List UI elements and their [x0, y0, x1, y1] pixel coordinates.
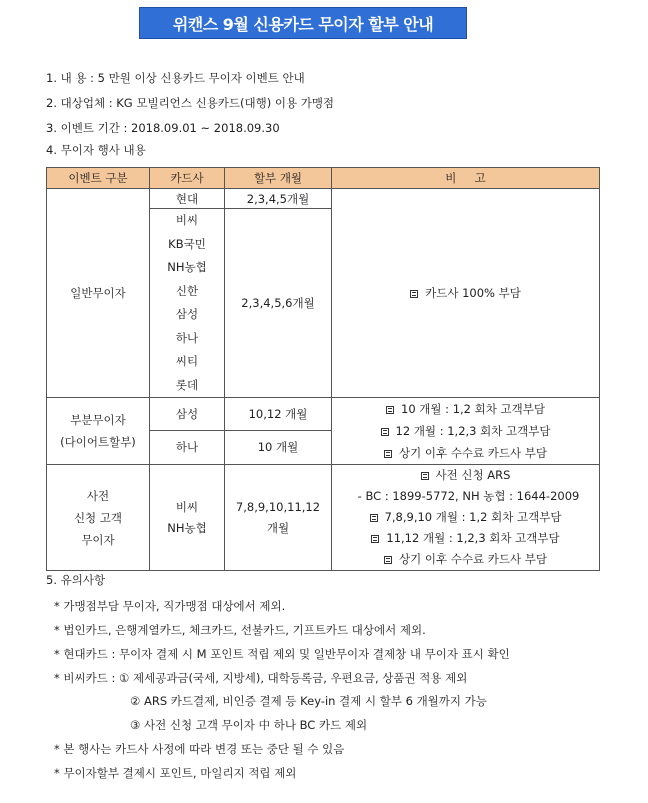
card-name: 하나 [175, 330, 199, 345]
preapply-months [225, 465, 332, 571]
card-name: NH농협 [167, 520, 207, 535]
general-other-months: 2,3,4,5,6개월 [225, 209, 332, 398]
checkbox-square-icon [410, 290, 418, 298]
general-other-cards [150, 209, 225, 398]
preapply-event-label [47, 465, 150, 571]
general-note: 카드사 100% 부담 [425, 286, 521, 300]
preapply-note: 7,8,9,10 개월 : 1,2 회차 고객부담 [384, 510, 562, 524]
card-name: 롯데 [175, 377, 199, 392]
card-name: 씨티 [175, 354, 199, 368]
partial-event-label [47, 398, 150, 465]
info-line-period: 3. 이벤트 기간 : 2018.09.01 ~ 2018.09.30 [46, 121, 280, 135]
caution-item: ② ARS 카드결제, 비인증 결제 등 Key-in 결제 시 할부 6 개월까지 가능 [130, 694, 487, 708]
table-row [47, 465, 600, 571]
table-header-row [47, 168, 600, 189]
partial-card-samsung: 삼성 [150, 398, 225, 431]
checkbox-square-icon [384, 450, 392, 458]
preapply-notes-cell [332, 465, 600, 571]
partial-months-samsung: 10,12 개월 [225, 398, 332, 431]
checkbox-square-icon [381, 428, 389, 436]
partial-notes-cell [332, 398, 600, 465]
header-event-type: 이벤트 구분 [47, 168, 150, 189]
preapply-months-line: 개월 [266, 520, 290, 535]
general-note-cell [332, 189, 600, 398]
caution-item: * 본 행사는 카드사 사정에 따라 변경 또는 중단 될 수 있음 [54, 742, 345, 756]
caution-item: * 현대카드 : 무이자 결제 시 M 포인트 적립 제외 및 일반무이자 결제창 내 무이자 표시 확인 [54, 647, 510, 661]
card-name: NH농협 [167, 260, 207, 274]
general-event-label: 일반무이자 [47, 189, 150, 398]
preapply-note: 사전 신청 ARS [435, 468, 511, 482]
partial-note: 12 개월 : 1,2,3 회차 고객부담 [395, 424, 551, 438]
checkbox-square-icon [370, 514, 378, 522]
partial-note: 10 개월 : 1,2 회차 고객부담 [401, 402, 545, 416]
partial-note: 상기 이후 수수료 카드사 부담 [399, 446, 547, 460]
header-installment-months: 할부 개월 [225, 168, 332, 189]
caution-item: * 무이자할부 결제시 포인트, 마일리지 적립 제외 [54, 766, 297, 780]
caution-item: * 가맹점부담 무이자, 직가맹점 대상에서 제외. [54, 599, 286, 613]
checkbox-square-icon [371, 535, 379, 543]
card-name: 비씨 [175, 213, 199, 227]
table-row [47, 398, 600, 431]
page-title: 위캔스 9월 신용카드 무이자 할부 안내 [139, 7, 467, 39]
checkbox-square-icon [386, 406, 394, 414]
caution-item: * 법인카드, 은행계열카드, 체크카드, 선불카드, 기프트카드 대상에서 제외. [54, 623, 426, 637]
preapply-months-line: 7,8,9,10,11,12 [235, 499, 321, 514]
card-name: 신한 [175, 283, 199, 298]
card-name: 삼성 [175, 307, 199, 321]
general-hyundai-months: 2,3,4,5개월 [225, 189, 332, 209]
checkbox-square-icon [384, 556, 392, 564]
general-hyundai-card: 현대 [150, 189, 225, 209]
preapply-label-line: 사전 [86, 488, 110, 503]
partial-card-hana: 하나 [150, 430, 225, 464]
preapply-cards [150, 465, 225, 571]
preapply-ars-numbers: - BC : 1899-5772, NH 농협 : 1644-2009 [357, 489, 580, 503]
card-name: KB국민 [168, 236, 206, 251]
header-remarks: 비 고 [332, 168, 600, 189]
partial-label-line: 부분무이자 [70, 413, 126, 427]
info-line-target: 2. 대상업체 : KG 모빌리언스 신용카드(대행) 이용 가맹점 [46, 96, 335, 110]
caution-item: * 비씨카드 : ① 제세공과금(국세, 지방세), 대학등록금, 우편요금, 상품권 적용 제외 [54, 671, 468, 685]
preapply-note: 11,12 개월 : 1,2,3 회차 고객부담 [386, 531, 560, 545]
checkbox-square-icon [421, 472, 429, 480]
cautions-heading: 5. 유의사항 [46, 573, 106, 587]
preapply-label-line: 무이자 [81, 532, 115, 547]
partial-months-hana: 10 개월 [225, 430, 332, 464]
info-line-event-heading: 4. 무이자 행사 내용 [46, 143, 146, 157]
table-row [47, 189, 600, 209]
caution-item: ③ 사전 신청 고객 무이자 中 하나 BC 카드 제외 [130, 718, 368, 732]
header-card-company: 카드사 [150, 168, 225, 189]
event-table [46, 167, 600, 571]
preapply-note: 상기 이후 수수료 카드사 부담 [399, 552, 547, 566]
partial-label-line: (다이어트할부) [60, 435, 136, 449]
card-name: 비씨 [175, 499, 199, 514]
preapply-label-line: 신청 고객 [73, 510, 123, 525]
info-line-content: 1. 내 용 : 5 만원 이상 신용카드 무이자 이벤트 안내 [46, 71, 305, 85]
